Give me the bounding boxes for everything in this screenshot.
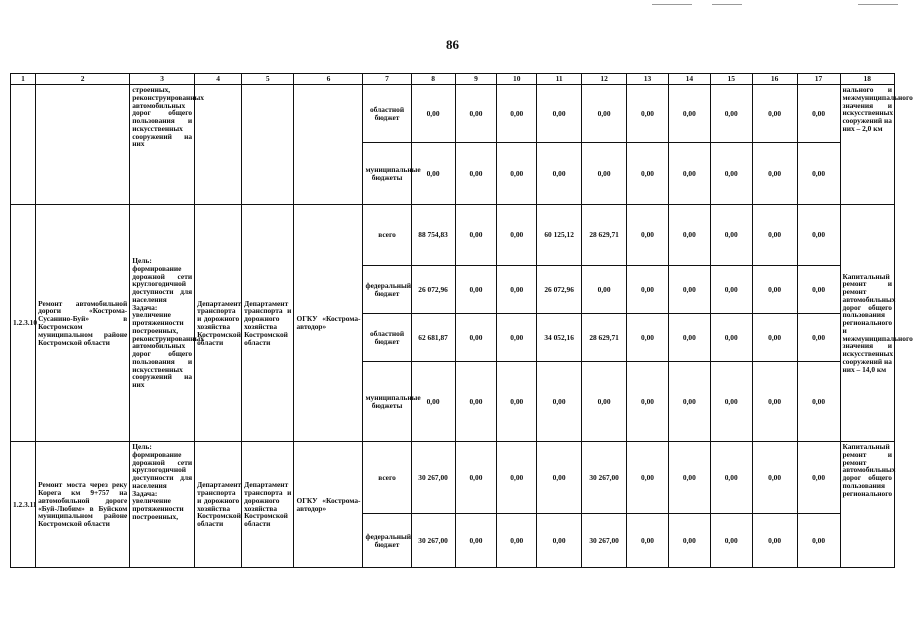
amount-cell: 0,00: [668, 266, 710, 314]
coexecutor-cell: [242, 85, 294, 205]
organization-cell: ОГКУ «Кострома-автодор»: [294, 205, 363, 442]
page-number: 86: [446, 37, 459, 52]
name-cell: Ремонт автомобильной дороги «Кострома-Сусанино-Буй» в Костромском муниципальном районе Костромской области: [36, 205, 130, 442]
amount-cell: 0,00: [668, 362, 710, 442]
goal-cell: строенных, реконструированных автомобильных дорог общего пользования и искусственных сооружений на них: [130, 85, 195, 205]
funding-source: муниципальные бюджеты: [363, 143, 411, 205]
scan-mark-line: [712, 4, 742, 5]
executor-cell: Департамент транспорта и дорожного хозяйства Костромской области: [195, 205, 242, 442]
amount-cell: 0,00: [710, 314, 752, 362]
amount-cell: 0,00: [411, 362, 455, 442]
amount-cell: 0,00: [497, 362, 537, 442]
amount-cell: 0,00: [752, 362, 797, 442]
amount-cell: 0,00: [797, 514, 840, 568]
amount-cell: 88 754,83: [411, 205, 455, 266]
amount-cell: 0,00: [668, 85, 710, 143]
amount-cell: 0,00: [752, 442, 797, 514]
amount-cell: 0,00: [752, 205, 797, 266]
amount-cell: 0,00: [668, 514, 710, 568]
amount-cell: 0,00: [455, 514, 497, 568]
column-number-row: [11, 74, 895, 85]
amount-cell: 0,00: [537, 514, 582, 568]
goal-cell: Цель: формирование дорожной сети круглогодичной доступности для населения Задача: увеличение протяженности построенных,: [130, 442, 195, 568]
amount-cell: 0,00: [627, 514, 669, 568]
amount-cell: 30 267,00: [411, 442, 455, 514]
amount-cell: 26 072,96: [537, 266, 582, 314]
amount-cell: 0,00: [455, 442, 497, 514]
code-cell: 1.2.3.11: [11, 442, 36, 568]
organization-cell: ОГКУ «Кострома-автодор»: [294, 442, 363, 568]
amount-cell: 0,00: [668, 143, 710, 205]
name-cell: [36, 85, 130, 205]
column-header: 7: [363, 74, 411, 85]
amount-cell: 0,00: [582, 266, 627, 314]
amount-cell: 26 072,96: [411, 266, 455, 314]
result-cell: Капитальный ремонт и ремонт автомобильных дорог общего пользования регионального: [840, 442, 895, 568]
column-header: 16: [752, 74, 797, 85]
coexecutor-cell: Департамент транспорта и дорожного хозяйства Костромской области: [242, 442, 294, 568]
column-header: 15: [710, 74, 752, 85]
amount-cell: 0,00: [411, 85, 455, 143]
column-header: 13: [627, 74, 669, 85]
amount-cell: 62 681,87: [411, 314, 455, 362]
amount-cell: 0,00: [797, 362, 840, 442]
column-header: 4: [195, 74, 242, 85]
executor-cell: Департамент транспорта и дорожного хозяйства Костромской области: [195, 442, 242, 568]
amount-cell: 0,00: [455, 205, 497, 266]
column-header: 12: [582, 74, 627, 85]
amount-cell: 0,00: [497, 442, 537, 514]
code-cell: [11, 85, 36, 205]
amount-cell: 0,00: [797, 85, 840, 143]
funding-source: всего: [363, 205, 411, 266]
scan-mark-line: [652, 4, 692, 5]
amount-cell: 0,00: [627, 314, 669, 362]
amount-cell: 0,00: [797, 205, 840, 266]
result-cell: Капитальный ремонт и ремонт автомобильных дорог общего пользования регионального и межмуниципального значения и искусственных сооружений на них – 14,0 км: [840, 205, 895, 442]
amount-cell: 0,00: [455, 362, 497, 442]
column-header: 3: [130, 74, 195, 85]
amount-cell: 0,00: [582, 143, 627, 205]
program-table: [10, 73, 913, 568]
amount-cell: 0,00: [797, 143, 840, 205]
column-header: 10: [497, 74, 537, 85]
funding-source: федеральный бюджет: [363, 266, 411, 314]
table-row: [11, 442, 895, 514]
amount-cell: 0,00: [627, 143, 669, 205]
amount-cell: 0,00: [797, 442, 840, 514]
executor-cell: [195, 85, 242, 205]
amount-cell: 0,00: [710, 143, 752, 205]
organization-cell: [294, 85, 363, 205]
amount-cell: 0,00: [752, 143, 797, 205]
amount-cell: 0,00: [497, 205, 537, 266]
amount-cell: 0,00: [797, 314, 840, 362]
amount-cell: 0,00: [752, 266, 797, 314]
column-header: 2: [36, 74, 130, 85]
amount-cell: 0,00: [797, 266, 840, 314]
amount-cell: 30 267,00: [582, 442, 627, 514]
amount-cell: 0,00: [411, 143, 455, 205]
funding-source: муниципальные бюджеты: [363, 362, 411, 442]
amount-cell: 0,00: [710, 442, 752, 514]
amount-cell: 0,00: [497, 314, 537, 362]
amount-cell: 0,00: [582, 362, 627, 442]
amount-cell: 0,00: [497, 143, 537, 205]
funding-source: федеральный бюджет: [363, 514, 411, 568]
amount-cell: 30 267,00: [411, 514, 455, 568]
column-header: 14: [668, 74, 710, 85]
column-header: 11: [537, 74, 582, 85]
amount-cell: 0,00: [627, 205, 669, 266]
amount-cell: 0,00: [497, 85, 537, 143]
amount-cell: 0,00: [668, 314, 710, 362]
amount-cell: 0,00: [537, 143, 582, 205]
funding-source: всего: [363, 442, 411, 514]
amount-cell: 0,00: [537, 362, 582, 442]
column-header: 5: [242, 74, 294, 85]
coexecutor-cell: Департамент транспорта и дорожного хозяйства Костромской области: [242, 205, 294, 442]
amount-cell: 0,00: [668, 442, 710, 514]
name-cell: Ремонт моста через реку Корега км 9+757 на автомобильной дороге «Буй-Любим» в Буйском муниципальном районе Костромской области: [36, 442, 130, 568]
amount-cell: 0,00: [627, 362, 669, 442]
amount-cell: 0,00: [752, 314, 797, 362]
amount-cell: 30 267,00: [582, 514, 627, 568]
amount-cell: 28 629,71: [582, 205, 627, 266]
column-header: 8: [411, 74, 455, 85]
funding-source: областной бюджет: [363, 314, 411, 362]
amount-cell: 0,00: [710, 362, 752, 442]
amount-cell: 0,00: [497, 266, 537, 314]
funding-source: областной бюджет: [363, 85, 411, 143]
column-header: 6: [294, 74, 363, 85]
table-row: [11, 85, 895, 143]
scan-mark-line: [858, 4, 898, 5]
amount-cell: 0,00: [537, 85, 582, 143]
amount-cell: 0,00: [627, 442, 669, 514]
amount-cell: 28 629,71: [582, 314, 627, 362]
amount-cell: 34 052,16: [537, 314, 582, 362]
amount-cell: 0,00: [497, 514, 537, 568]
amount-cell: 0,00: [627, 266, 669, 314]
amount-cell: 0,00: [752, 85, 797, 143]
amount-cell: 0,00: [668, 205, 710, 266]
amount-cell: 0,00: [537, 442, 582, 514]
goal-cell: Цель: формирование дорожной сети круглогодичной доступности для населения Задача: увеличение протяженности построенных, реконструированных автомобильных дорог общего пользования и искусственных сооружений на них: [130, 205, 195, 442]
amount-cell: 0,00: [455, 143, 497, 205]
code-cell: 1.2.3.10: [11, 205, 36, 442]
amount-cell: 60 125,12: [537, 205, 582, 266]
amount-cell: 0,00: [455, 85, 497, 143]
result-cell: нального и межмуниципального значения и искусственных сооружений на них – 2,0 км: [840, 85, 895, 205]
table-row: [11, 205, 895, 266]
amount-cell: 0,00: [710, 266, 752, 314]
amount-cell: 0,00: [455, 314, 497, 362]
amount-cell: 0,00: [710, 514, 752, 568]
amount-cell: 0,00: [582, 85, 627, 143]
column-header: 18: [840, 74, 895, 85]
column-header: 9: [455, 74, 497, 85]
amount-cell: 0,00: [455, 266, 497, 314]
column-header: 1: [11, 74, 36, 85]
amount-cell: 0,00: [627, 85, 669, 143]
amount-cell: 0,00: [710, 85, 752, 143]
amount-cell: 0,00: [710, 205, 752, 266]
column-header: 17: [797, 74, 840, 85]
amount-cell: 0,00: [752, 514, 797, 568]
